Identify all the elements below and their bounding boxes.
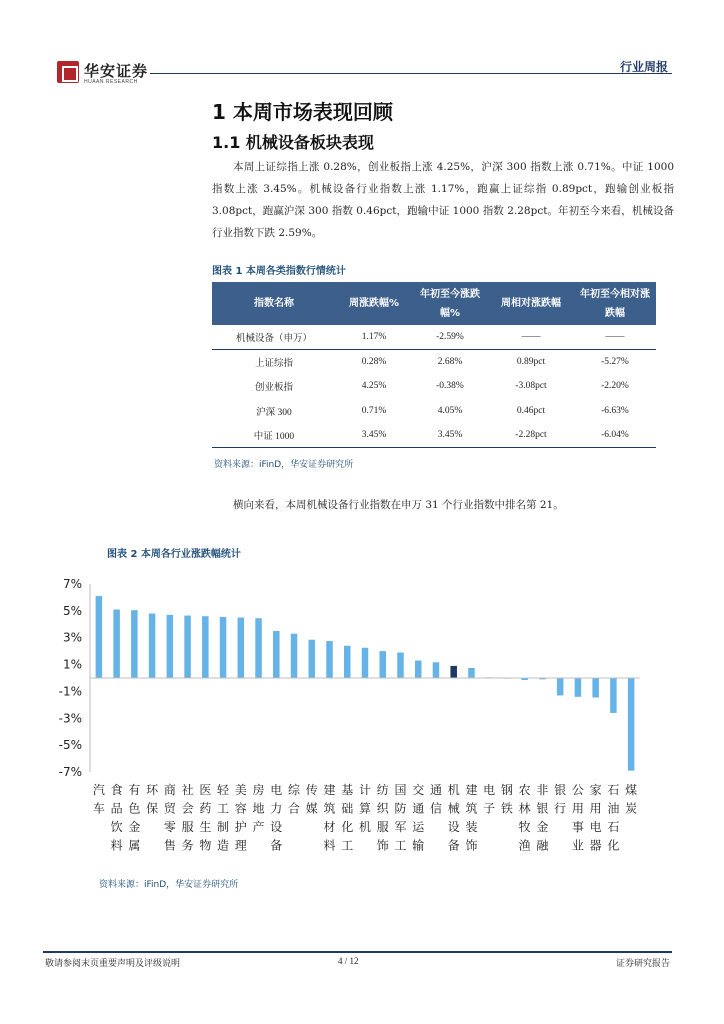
table-cell: -3.08pct	[515, 381, 547, 392]
bar	[131, 610, 138, 678]
table-cell: ——	[574, 325, 656, 350]
x-tick-label: 医药生物	[199, 783, 212, 853]
y-tick-label: 1%	[62, 657, 82, 672]
x-tick-label: 电力设备	[270, 783, 283, 853]
x-tick-label: 计算机	[358, 783, 372, 834]
footer-report-label: 证券研究报告	[615, 959, 670, 969]
figure2-source: 资料来源：iFinD，华安证券研究所	[99, 880, 239, 890]
bar	[202, 616, 209, 678]
x-tick-label: 公用事业	[571, 783, 584, 853]
table-cell: 创业板指	[254, 383, 293, 394]
bar	[415, 661, 422, 678]
bar	[96, 596, 103, 678]
table-header: 周涨跌幅%	[336, 282, 412, 325]
table-cell: -0.38%	[436, 381, 464, 392]
table-row	[212, 350, 656, 375]
table-cell: 1.17%	[336, 325, 412, 350]
table-header: 指数名称	[212, 282, 336, 325]
x-tick-label: 石油石化	[607, 783, 620, 853]
bar	[291, 634, 298, 678]
table-cell: -6.63%	[601, 405, 629, 416]
table1-title: 图表 1 本周各类指数行情统计	[212, 266, 346, 277]
table-cell: 0.89pct	[516, 357, 546, 367]
index-table	[212, 282, 656, 448]
table-header: 周相对涨跌幅	[488, 282, 574, 325]
table-cell: ——	[488, 325, 574, 350]
table-row	[212, 374, 656, 399]
x-tick-label: 建筑装饰	[465, 783, 478, 853]
table-header: 年初至今相对涨跌幅	[574, 282, 656, 325]
x-tick-label: 银行	[554, 783, 567, 816]
x-tick-label: 轻工制造	[217, 783, 230, 853]
table-cell: 4.05%	[437, 405, 463, 416]
figure2-title: 图表 2 本周各行业涨跌幅统计	[107, 549, 241, 560]
y-tick-label: -7%	[58, 765, 82, 779]
table-cell: 0.28%	[361, 357, 387, 367]
x-tick-label: 商贸零售	[163, 783, 176, 853]
x-tick-label: 通信	[429, 783, 442, 816]
bar	[184, 616, 191, 678]
page-number: 4 / 12	[338, 956, 359, 966]
header-rule	[150, 73, 672, 74]
x-tick-label: 食品饮料	[110, 783, 123, 853]
table-row	[212, 325, 656, 350]
table-cell: -2.28pct	[488, 423, 574, 448]
industry-bar-chart	[50, 570, 674, 870]
bar	[575, 678, 582, 697]
x-tick-label: 机械设备	[447, 783, 460, 853]
x-tick-label: 建筑材料	[323, 783, 336, 853]
x-tick-label: 基础化工	[341, 783, 354, 853]
bar	[309, 640, 316, 678]
logo-mark	[57, 61, 79, 83]
x-tick-label: 国防军工	[394, 783, 407, 853]
table-header: 年初至今涨跌幅%	[412, 282, 488, 325]
table-cell: 0.71%	[361, 405, 387, 416]
bar	[610, 678, 617, 713]
table-cell: 机械设备（申万）	[212, 325, 336, 350]
bar	[220, 617, 227, 678]
table-cell: 沪深 300	[256, 407, 292, 418]
x-tick-label: 家用电器	[589, 783, 602, 853]
bar	[362, 648, 369, 678]
table-cell: 2.68%	[437, 357, 463, 367]
x-tick-label: 农林牧渔	[518, 783, 531, 853]
x-tick-label: 环保	[146, 783, 159, 816]
table-cell: 3.45%	[412, 423, 488, 448]
x-tick-label: 煤炭	[625, 783, 638, 816]
table-row	[212, 423, 656, 448]
bar	[149, 614, 156, 678]
y-tick-label: -1%	[58, 684, 82, 699]
x-tick-label: 美容护理	[234, 783, 247, 853]
table-cell: 中证 1000	[212, 423, 336, 448]
table-cell: -2.20%	[601, 381, 629, 392]
x-tick-label: 电子	[483, 783, 496, 816]
table-cell: -6.04%	[574, 423, 656, 448]
x-tick-label: 汽车	[92, 783, 105, 816]
footer-disclaimer: 敬请参阅末页重要声明及评级说明	[45, 959, 181, 969]
bar	[167, 615, 174, 678]
bar	[397, 652, 404, 678]
bar	[113, 610, 120, 678]
x-tick-label: 传媒	[305, 783, 318, 816]
report-type: 行业周报	[619, 60, 668, 74]
bar	[468, 668, 475, 678]
x-tick-label: 综合	[288, 783, 301, 816]
x-tick-label: 房地产	[252, 783, 265, 834]
bar	[379, 651, 386, 678]
bar	[238, 618, 245, 678]
table-cell: -2.59%	[412, 325, 488, 350]
x-tick-label: 交通运输	[412, 783, 425, 853]
ranking-paragraph: 横向来看，本周机械设备行业指数在申万 31 个行业指数中排名第 21。	[233, 499, 564, 511]
y-tick-label: -5%	[58, 738, 82, 753]
x-tick-label: 纺织服饰	[376, 783, 389, 853]
x-tick-label: 社会服务	[181, 783, 194, 853]
section-heading: 1 本周市场表现回顾	[212, 100, 393, 124]
subsection-heading: 1.1 机械设备板块表现	[212, 133, 374, 152]
x-tick-label: 有色金属	[128, 783, 141, 853]
bar	[273, 631, 280, 678]
table-cell: 上证综指	[254, 359, 293, 369]
bar	[344, 646, 351, 678]
table-row	[212, 399, 656, 424]
x-tick-label: 非银金融	[536, 783, 549, 853]
summary-paragraph: 本周上证综指上涨 0.28%，创业板指上涨 4.25%，沪深 300 指数上涨 0.71%。中证 1000 指数上涨 3.45%。机械设备行业指数上涨 1.17%，跑赢上证综指 0.89pct，跑输创业板指 3.08pct，跑赢沪深 300 指数 0.46pct，跑输中证 1000 指数 2.28pct。年初至今来看，机械设备行业指数下跌 2.59%。	[212, 161, 674, 239]
table-cell: 4.25%	[361, 381, 387, 392]
bar	[433, 662, 440, 678]
table-cell: -5.27%	[601, 357, 629, 367]
table1-source: 资料来源：iFinD，华安证券研究所	[214, 460, 354, 470]
bar-chart-svg	[50, 570, 674, 870]
y-tick-label: 5%	[62, 603, 82, 618]
y-tick-label: 7%	[62, 577, 82, 591]
bar	[592, 678, 599, 697]
bar	[450, 666, 457, 678]
logo-text: 华安证券	[84, 62, 149, 80]
bar	[628, 678, 635, 771]
bar	[326, 641, 333, 678]
table-header-row	[212, 282, 656, 325]
x-tick-label: 钢铁	[500, 783, 513, 816]
y-tick-label: 3%	[62, 630, 82, 645]
footer-rule	[43, 951, 672, 953]
y-tick-label: -3%	[58, 711, 82, 726]
bar	[557, 678, 564, 695]
bar	[255, 618, 262, 678]
logo-subtext: HUAAN RESEARCH	[84, 79, 138, 85]
table-cell: 3.45%	[336, 423, 412, 448]
table-cell: 0.46pct	[516, 405, 546, 416]
